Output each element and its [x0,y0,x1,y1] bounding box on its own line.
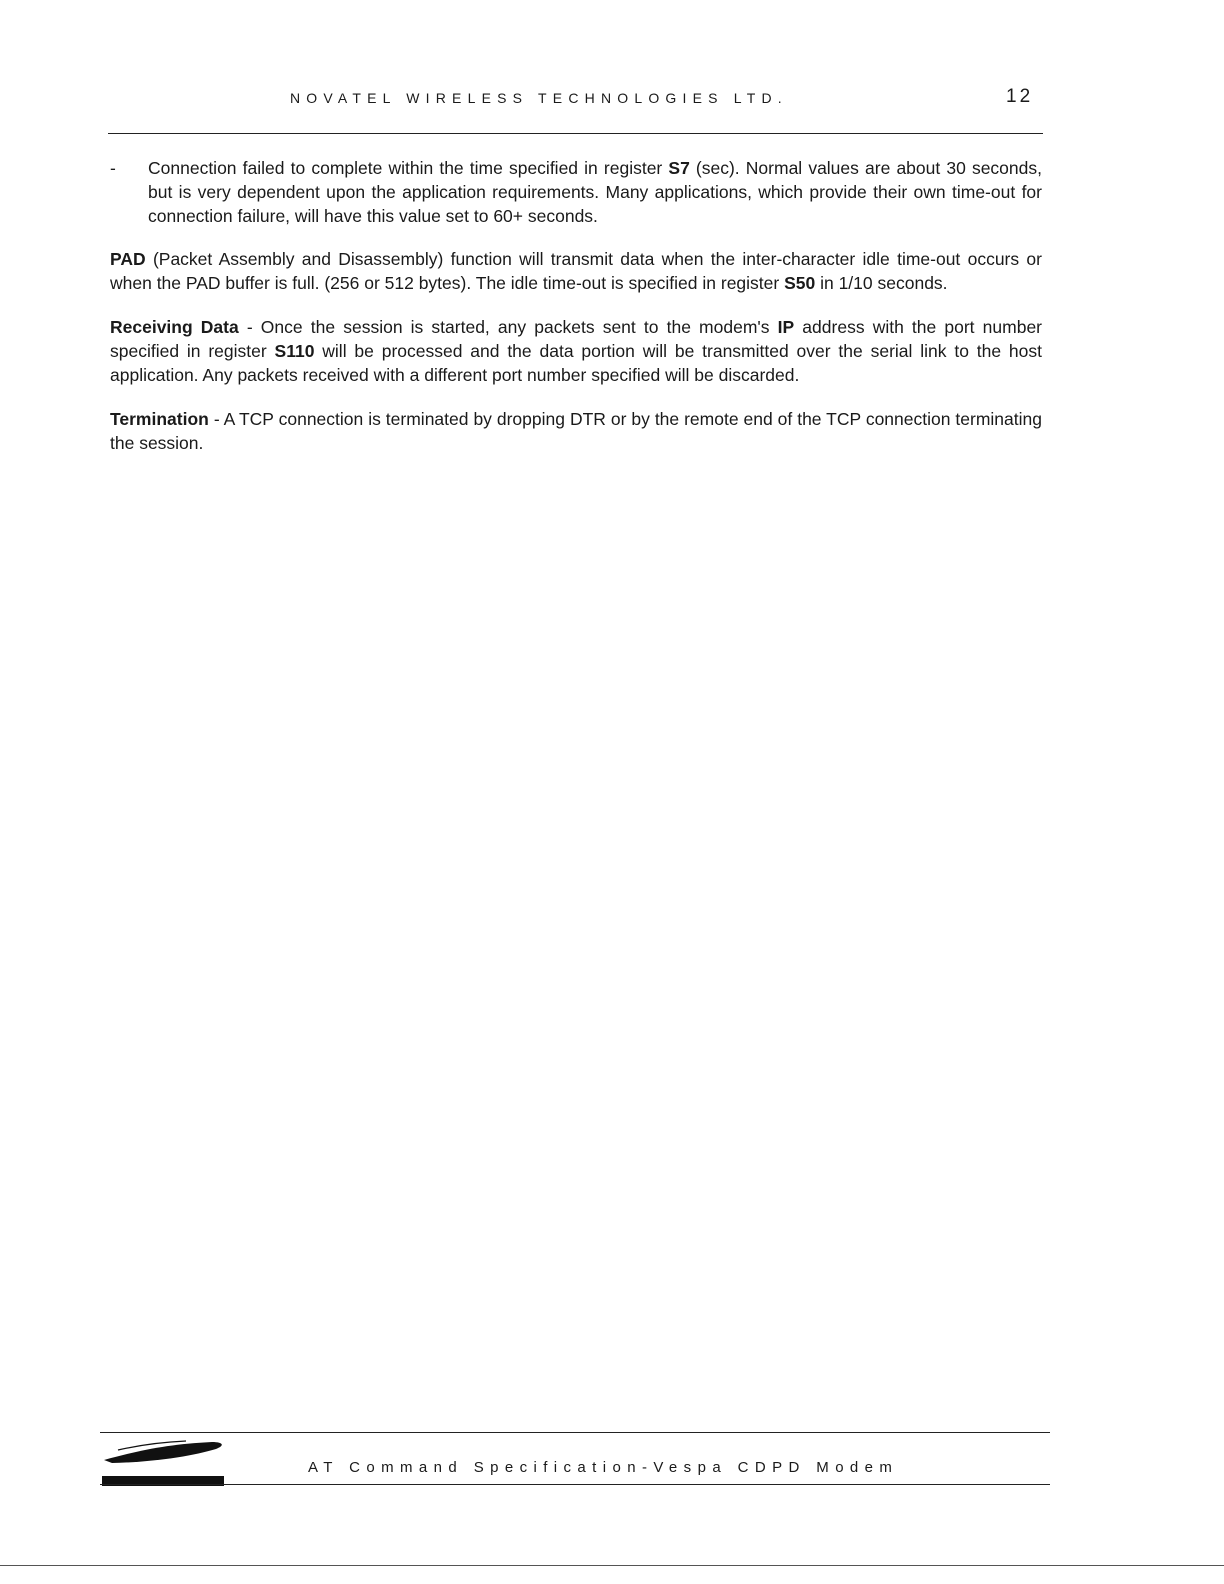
term-ip: IP [777,317,795,337]
register-s50: S50 [784,273,816,293]
receiving-text-2: address with the port number specified in register [110,317,1043,361]
bullet-item-connection-failed [110,156,1042,228]
footer-divider-top [100,1432,1050,1433]
header-divider [108,133,1043,134]
term-termination: Termination [110,409,209,429]
scan-edge-line [0,1565,1224,1566]
termination-text: - A TCP connection is terminated by dropping DTR or by the remote end of the TCP connection terminating the session. [110,409,1042,453]
company-header: NOVATEL WIRELESS TECHNOLOGIES LTD. [290,90,788,106]
term-pad: PAD [110,249,146,269]
page-body [110,156,1042,475]
pad-text-cont: in 1/10 seconds. [815,273,948,293]
pad-text: (Packet Assembly and Disassembly) function will transmit data when the inter-character idle time-out occurs or when the PAD buffer is full. (256 or 512 bytes). The idle time-out is specified in register [110,249,1042,293]
receiving-text-3: will be processed and the data portion will be transmitted over the serial link to the host application. Any packets received with a different port number specified will be discarded. [110,341,1042,385]
bullet-text: Connection failed to complete within the time specified in register [148,158,669,178]
page-number: 12 [1006,86,1034,107]
bullet-dash: - [110,158,116,178]
footer-divider-bottom [100,1484,1050,1485]
footer-document-title: AT Command Specification-Vespa CDPD Modem [308,1459,899,1476]
register-s110: S110 [274,341,315,361]
paragraph-termination [110,407,1042,455]
register-s7: S7 [668,158,690,178]
novatel-logo-icon [100,1436,230,1488]
receiving-text: - Once the session is started, any packets sent to the modem's [238,317,778,337]
term-receiving-data: Receiving Data [110,317,239,337]
bullet-text-cont: (sec). Normal values are about 30 seconds, but is very dependent upon the application requirements. Many applications, which provide their own time-out for connection failure, will have this value set to 60+ seconds. [148,158,1042,226]
paragraph-receiving-data [110,315,1042,387]
paragraph-pad [110,247,1042,295]
